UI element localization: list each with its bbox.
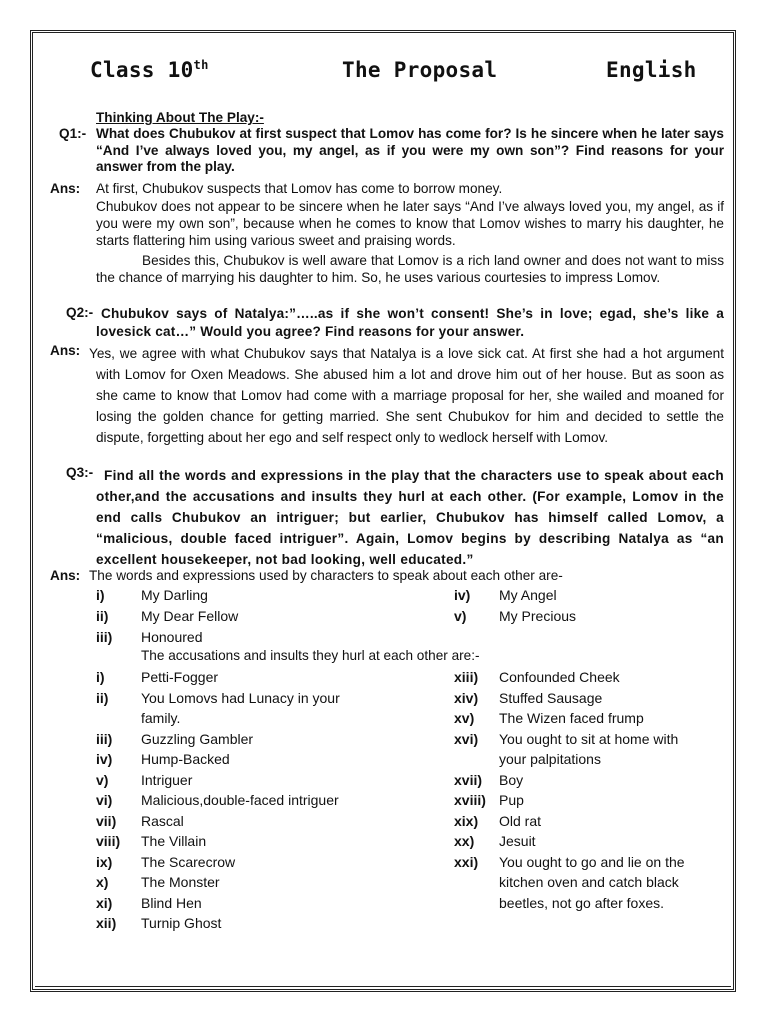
list-item: You Lomovs had Lunacy in your	[141, 689, 340, 706]
list-item: Old rat	[499, 812, 542, 829]
list-item: You ought to sit at home with	[499, 730, 679, 747]
list-number: xx)	[454, 833, 475, 849]
q3-question: Find all the words and expressions in the play that the characters use to speak about each other,and the accusations and insults they hurl at each other. (For example, Lomov in the end calls Chubukov an intriguer; but earlier, Chubukov has himself called Lomov, a “malicious, double faced intriguer”. Again, Lomov begins by describing Natalya as “an excellent housekeeper, not bad looking, well educated.”	[96, 468, 724, 567]
subject-label: English	[606, 58, 697, 82]
list-number: iii)	[96, 730, 113, 747]
list-number: viii)	[96, 833, 121, 849]
words-list-right	[454, 585, 724, 635]
q2-label: Q2:-	[66, 305, 94, 320]
list-item: Rascal	[141, 812, 184, 829]
q3-answer-label: Ans:	[50, 568, 81, 583]
list-item: Confounded Cheek	[499, 669, 620, 685]
list-number: iv)	[454, 587, 471, 603]
list-item: The Villain	[141, 833, 207, 849]
list-item-continued: kitchen oven and catch black	[499, 874, 679, 890]
list-number: xvi)	[454, 730, 479, 747]
list-item: My Darling	[141, 587, 208, 603]
insults-list-left	[96, 667, 416, 942]
q2-answer: Yes, we agree with what Chubukov says that Natalya is a love sick cat. At first she had a hot argument with Lomov for Oxen Meadows. She abused him a lot and drove him out of her house. But as soon as she came to know that Lomov had come with a marriage proposal for her, she wailed and moaned for losing the golden chance for getting married. She sent Chubukov for him and decided to settle the dispute, forgetting about her ego and self respect only to wedlock herself with Lomov.	[89, 346, 724, 445]
list-number: vi)	[96, 792, 113, 808]
list-number: ii)	[96, 689, 109, 706]
class-label: Class 10th	[90, 58, 209, 82]
q2-answer-label: Ans:	[50, 343, 81, 358]
list-number: ii)	[96, 608, 109, 624]
list-number: iii)	[96, 629, 113, 645]
list-item: The Monster	[141, 874, 220, 890]
list-number: xix)	[454, 812, 479, 829]
list-item: My Angel	[499, 587, 557, 603]
list-number: xiv)	[454, 689, 479, 706]
q1-label: Q1:-	[59, 126, 87, 141]
list-item: Jesuit	[499, 833, 536, 849]
list-item: Guzzling Gambler	[141, 730, 254, 747]
list-number: xi)	[96, 894, 113, 911]
list-item: You ought to go and lie on the	[499, 853, 685, 870]
list-item-continued: beetles, not go after foxes.	[499, 894, 664, 911]
list-number: x)	[96, 874, 109, 890]
insults-list-right	[454, 667, 724, 917]
list-item: My Dear Fellow	[141, 608, 239, 624]
list-number: xvii)	[454, 771, 483, 788]
q1-answer-line1: At first, Chubukov suspects that Lomov has come to borrow money.	[96, 181, 503, 196]
list-item-continued: your palpitations	[499, 751, 601, 767]
section-heading: Thinking About The Play:-	[96, 110, 264, 125]
page-title: The Proposal	[342, 58, 498, 82]
insults-intro: The accusations and insults they hurl at each other are:-	[141, 648, 480, 663]
list-item: Stuffed Sausage	[499, 689, 603, 706]
list-number: xii)	[96, 915, 117, 931]
list-number: i)	[96, 669, 105, 685]
list-number: xv)	[454, 710, 475, 726]
list-item: Boy	[499, 771, 524, 788]
list-number: iv)	[96, 751, 113, 767]
q1-answer-paragraph2: Besides this, Chubukov is well aware that Lomov is a rich land owner and does not want to miss the chance of marrying his daughter to him. So, he uses various courtesies to impress Lomov.	[96, 253, 724, 285]
list-item: My Precious	[499, 608, 577, 624]
list-item: The Wizen faced frump	[499, 710, 644, 726]
list-item: Malicious,double-faced intriguer	[141, 792, 339, 808]
list-item: Petti-Fogger	[141, 669, 219, 685]
q2-question: Chubukov says of Natalya:”…..as if she won’t consent! She’s in love; egad, she’s like a lovesick cat…” Would you agree? Find reasons for your answer.	[96, 306, 724, 339]
q3-label: Q3:-	[66, 465, 94, 480]
list-number: v)	[96, 771, 109, 788]
list-item: Blind Hen	[141, 894, 202, 911]
list-number: xiii)	[454, 669, 479, 685]
list-item: Pup	[499, 792, 524, 808]
list-item: Turnip Ghost	[141, 915, 222, 931]
list-item: Hump-Backed	[141, 751, 230, 767]
list-item: The Scarecrow	[141, 853, 236, 870]
list-number: xviii)	[454, 792, 486, 808]
q1-answer-paragraph: Chubukov does not appear to be sincere when he later says “And I’ve always loved you, my angel, as if you were my own son”, because when he comes to know that Lomov wishes to marry his daughter, he starts flattering him using various sweet and praising words.	[96, 199, 724, 248]
list-number: i)	[96, 587, 105, 603]
list-number: vii)	[96, 812, 117, 829]
list-number: xxi)	[454, 853, 479, 870]
list-number: ix)	[96, 853, 113, 870]
q1-answer-label: Ans:	[50, 181, 81, 196]
q3-answer-intro: The words and expressions used by characters to speak about each other are-	[89, 568, 563, 583]
q1-question: What does Chubukov at first suspect that Lomov has come for? Is he sincere when he later says “And I’ve always loved you, my angel, as if you were my own son”? Find reasons for your answer from the play.	[96, 126, 724, 174]
list-item: Honoured	[141, 629, 203, 645]
words-list-left	[96, 585, 416, 655]
list-item-continued: family.	[141, 710, 181, 726]
list-item: Intriguer	[141, 771, 193, 788]
list-number: v)	[454, 608, 467, 624]
